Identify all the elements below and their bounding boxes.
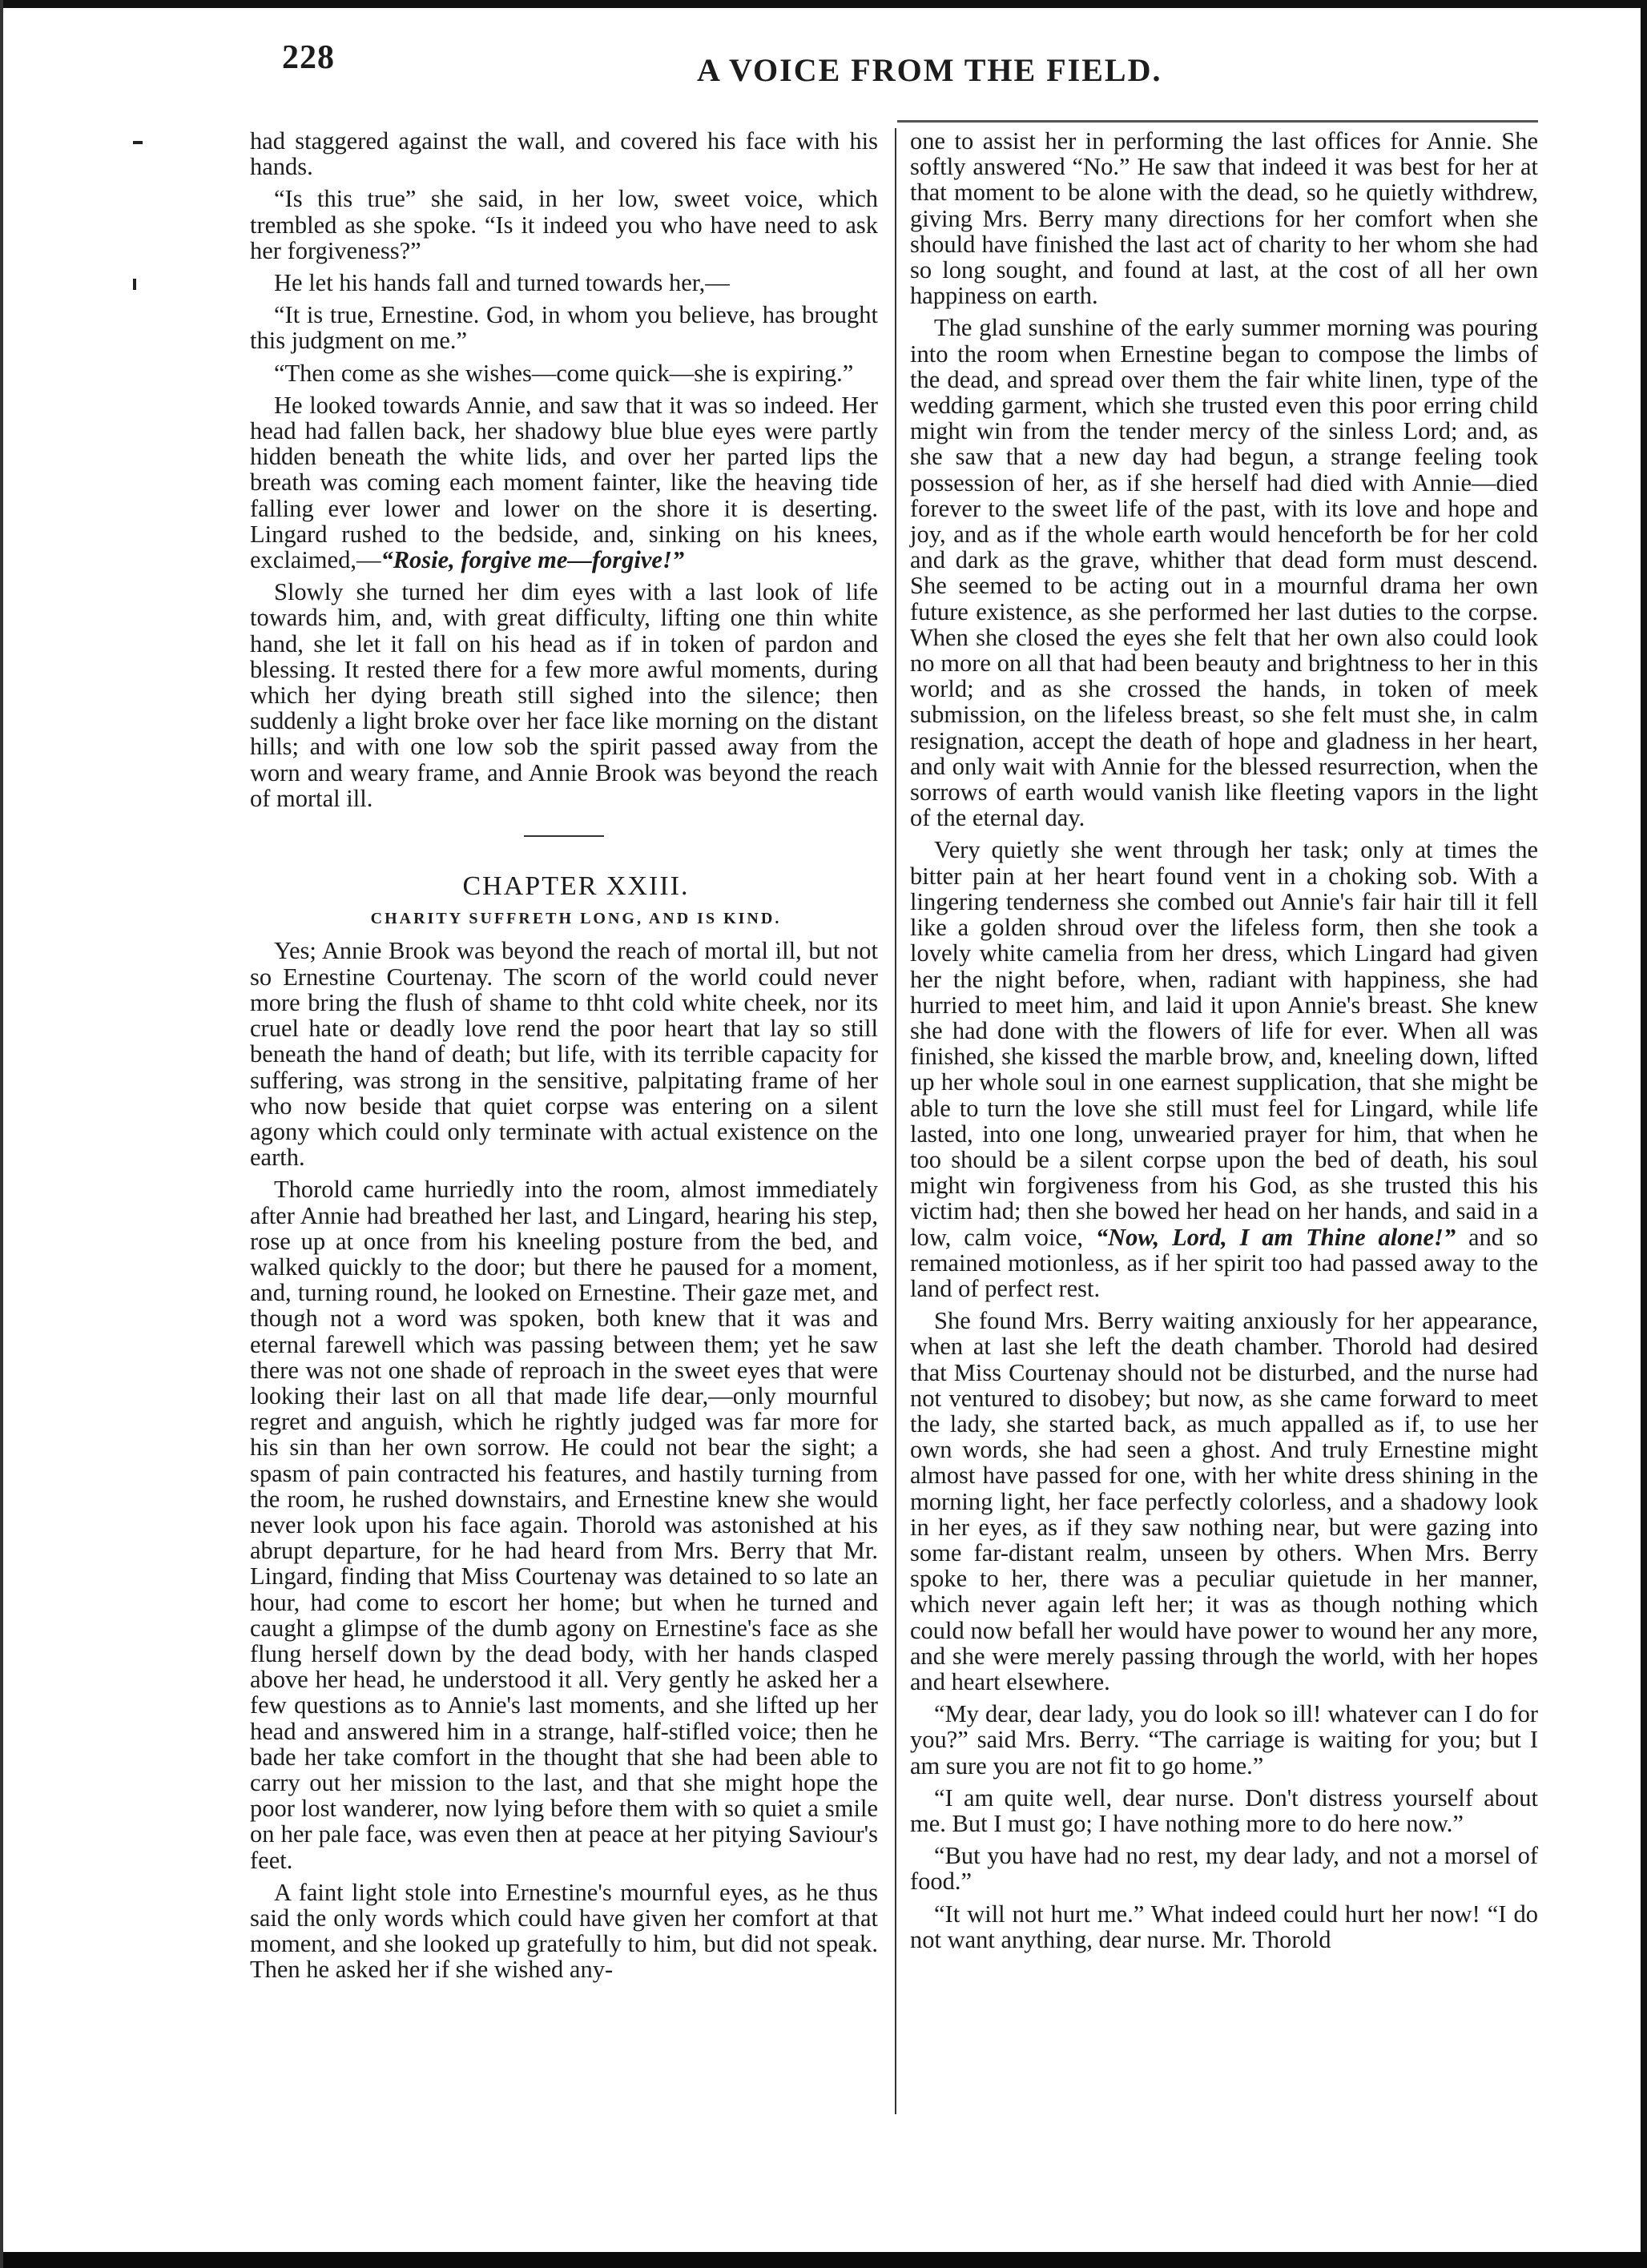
paragraph: “It is true, Ernestine. God, in whom you believe, has brought this judgment on me.”: [250, 301, 878, 355]
scan-edge-top: [0, 0, 1647, 8]
page-number: 228: [282, 39, 335, 76]
section-divider: [524, 835, 604, 837]
column-divider: [895, 128, 896, 2114]
scan-edge-left: [0, 0, 3, 2268]
paragraph: “Is this true” she said, in her low, sweet voice, which trembled as she spoke. “Is it indeed you who have need to ask her forgiveness?”: [250, 185, 878, 264]
running-title: A VOICE FROM THE FIELD.: [697, 52, 1162, 88]
right-column: [910, 128, 1538, 1959]
paragraph: She found Mrs. Berry waiting anxiously for her appearance, when at last she left the death chamber. Thorold had desired that Miss Courtenay should not be disturbed, and the nurse had not ventured to disobey; but now, as she came forward to meet the lady, she started back, as much appalled as if, to use her own words, she had seen a ghost. And truly Ernestine might almost have passed for one, with her white dress shining in the morning light, her face perfectly colorless, and a shadowy look in her eyes, as if they saw nothing near, but were gazing into some far-distant realm, unseen by others. When Mrs. Berry spoke to her, there was a peculiar quietude in her manner, which never again left her; it was as though nothing which could now befall her would have power to wound her any more, and she were merely passing through the world, with her hopes and heart elsewhere.: [910, 1307, 1538, 1695]
quoted-reply: “No.”: [1072, 153, 1130, 181]
chapter-title: CHAPTER XXIII.: [462, 871, 690, 902]
paragraph: “My dear, dear lady, you do look so ill! whatever can I do for you?” said Mrs. Berry. “The carriage is waiting for you; but I am sure you are not fit to go home.”: [910, 1700, 1538, 1779]
margin-mark: [133, 279, 136, 290]
paragraph: Thorold came hurriedly into the room, almost immediately after Annie had breathed her last, and Lingard, hearing his step, rose up at once from his kneeling posture from the bed, and walked quickly to the door; but there he paused for a moment, and, turning round, he looked on Ernestine. Their gaze met, and though not a word was spoken, both knew that it was and eternal farewell which was passing between them; yet he saw there was not one shade of reproach in the sweet eyes that were looking their last on all that made life dear,—only mournful regret and anguish, which he rightly judged was far more for his sin than her own sorrow. He could not bear the sight; a spasm of pain contracted his features, and hastily turning from the room, he rushed downstairs, and Ernestine knew she would never look upon his face again. Thorold was astonished at his abrupt departure, for he had heard from Mrs. Berry that Mr. Lingard, finding that Miss Courtenay was detained to so late an hour, had come to escort her home; but when he turned and caught a glimpse of the dumb agony on Ernestine's face as she flung herself down by the dead body, with her hands clasped above her head, he understood it all. Very gently he asked her a few questions as to Annie's last moments, and she lifted up her head and answered him in a strange, half-stifled voice; then he bade her take comfort in the thought that she had been able to carry out her mission to the last, and that she might hope the poor lost wanderer, now lying before them with so quiet a smile on her pale face, was even then at peace at her pitying Saviour's feet.: [250, 1176, 878, 1874]
paragraph-text: He looked towards Annie, and saw that it was so indeed. Her head had fallen back, her shadowy blue blue eyes were partly hidden beneath the white lids, and over her parted lips the breath was coming each moment fainter, like the heaving tide falling ever lower and lower on the shore it is deserting. Lingard rushed to the bedside, and, sinking on his knees, exclaimed,—: [250, 391, 878, 574]
paragraph: “It will not hurt me.” What indeed could hurt her now! “I do not want anything, dear nurse. Mr. Thorold: [910, 1900, 1538, 1953]
paragraph: [910, 837, 1538, 1301]
paragraph: He let his hands fall and turned towards her,—: [274, 269, 730, 297]
paragraph: [910, 128, 1538, 308]
prayer: “Now, Lord, I am Thine alone!”: [1095, 1223, 1456, 1251]
paragraph-text: He saw that indeed it was best for her at that moment to be alone with the dead, so he quietly withdrew, giving Mrs. Berry many directions for her comfort when she should have finished the last act of charity to her whom she had so long sought, and found at last, at the cost of all her own happiness on earth.: [910, 153, 1539, 310]
paragraph: The glad sunshine of the early summer morning was pouring into the room when Ernestine began to compose the limbs of the dead, and spread over them the fair white linen, type of the wedding garment, which she trusted even this poor erring child might win from the tender mercy of the sinless Lord; and, as she saw that a new day had begun, a strange feeling took possession of her, as if she herself had died with Annie—died forever to the sweet life of the past, with its love and hope and joy, and as if the whole earth would henceforth be for her cold and dark as the grave, whither that dead form must descend. She seemed to be acting out in a mournful drama her own future existence, as she performed her last duties to the corpse. When she closed the eyes she felt that her own also could look no more on all that had been beauty and brightness to her in this world; and as she crossed the hands, in token of meek submission, on the lifeless breast, so she felt must she, in calm resignation, accept the death of hope and gladness in her heart, and only wait with Annie for the blessed resurrection, when the sorrows of earth would vanish like fleeting vapors in the light of the eternal day.: [910, 314, 1538, 832]
left-column: [250, 128, 878, 1989]
paragraph: had staggered against the wall, and covered his face with his hands.: [250, 127, 878, 181]
paragraph-text: and so remained motionless, as if her spirit too had passed away to the land of perfect rest.: [910, 1223, 1538, 1302]
paragraph-text: Very quietly she went through her task; only at times the bitter pain at her heart found vent in a choking sob. With a lingering tenderness she combed out Annie's fair hair till it fell like a golden shroud over the lifeless form, then she took a lovely white camelia from her dress, which Lingard had given her the night before, when, radiant with happiness, she had hurried to meet him, and laid it upon Annie's breast. She knew she had done with the flowers of life for ever. When all was finished, she kissed the marble brow, and, kneeling down, lifted up her whole soul in one earnest supplication, that she might be able to turn the love she still must feel for Lingard, while life lasted, into one long, unwearied prayer for him, that when he too should be a silent corpse upon the bed of death, his soul might win forgiveness from his God, as she trusted this his victim had; then she bowed her head on her hands, and said in a low, calm voice,: [910, 836, 1538, 1251]
paragraph: “I am quite well, dear nurse. Don't distress yourself about me. But I must go; I have nothing more to do here now.”: [910, 1783, 1538, 1837]
header-rule: [897, 120, 1538, 123]
chapter-subtitle: CHARITY SUFFRETH LONG, AND IS KIND.: [370, 910, 782, 928]
paragraph-text: one to assist her in performing the last offices for Annie. She softly answered: [910, 127, 1538, 181]
paragraph: “Then come as she wishes—come quick—she is expiring.”: [274, 359, 854, 387]
exclamation: “Rosie, forgive me—forgive!”: [381, 546, 685, 574]
paragraph: [250, 392, 878, 573]
paragraph: “But you have had no rest, my dear lady, and not a morsel of food.”: [910, 1842, 1538, 1896]
paragraph: Slowly she turned her dim eyes with a last look of life towards him, and, with great difficulty, lifting one thin white hand, she let it fall on his head as if in token of pardon and blessing. It rested there for a few more awful moments, during which her dying breath still sighed into the silence; then suddenly a light broke over her face like morning on the distant hills; and with one low sob the spirit passed away from the worn and weary frame, and Annie Brook was beyond the reach of mortal ill.: [250, 578, 878, 812]
scan-edge-bottom: [0, 2252, 1647, 2268]
scan-edge-right: [1641, 0, 1647, 2268]
paragraph: A faint light stole into Ernestine's mournful eyes, as he thus said the only words which could have given her comfort at that moment, and she looked up gratefully to him, but did not speak. Then he asked her if she wished any-: [250, 1878, 878, 1984]
paragraph: Yes; Annie Brook was beyond the reach of mortal ill, but not so Ernestine Courtenay. The scorn of the world could never more bring the flush of shame to thht cold white cheek, nor its cruel hate or deadly love rend the poor heart that lay so still beneath the hand of death; but life, with its terrible capacity for suffering, was strong in the sensitive, palpitating frame of her who now beside that quiet corpse was entering on a silent agony which could only terminate with actual existence on the earth.: [250, 937, 878, 1172]
margin-mark: [133, 141, 143, 144]
